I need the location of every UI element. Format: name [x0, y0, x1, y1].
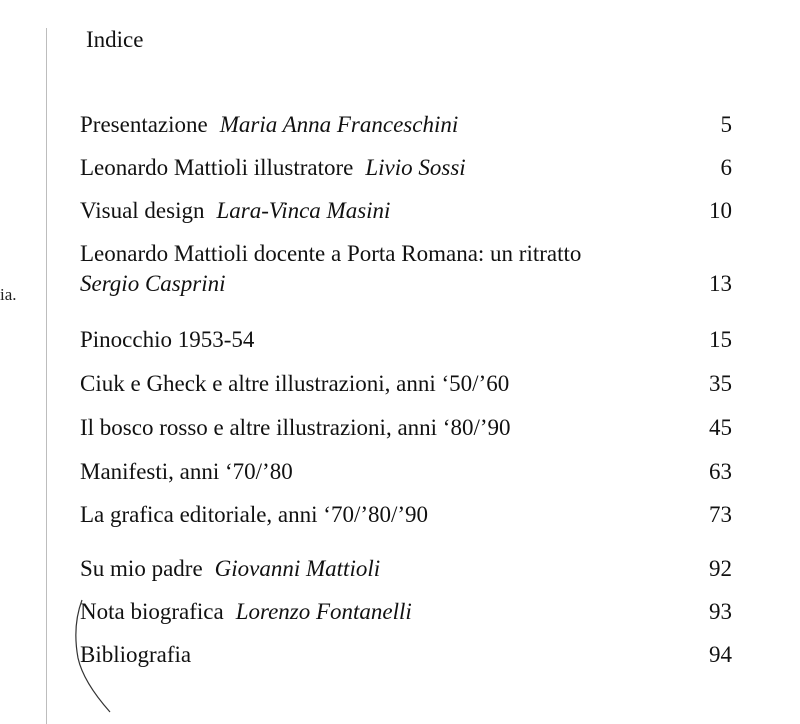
- toc-entry-manifesti: [80, 457, 732, 487]
- toc-entry-presentazione: [80, 110, 732, 140]
- toc-entry-author: Lorenzo Fontanelli: [235, 599, 412, 624]
- toc-entry-title: Presentazione: [80, 112, 208, 137]
- toc-entry-title: Ciuk e Gheck e altre illustrazioni, anni ‘50/’60: [80, 371, 510, 396]
- toc-entry-page: 93: [709, 599, 732, 624]
- toc-entry-page: 10: [709, 198, 732, 223]
- toc-entry-su-mio-padre: [80, 554, 732, 584]
- facing-page-fragment: ia.: [0, 285, 17, 304]
- toc-entry-title: Visual design: [80, 198, 205, 223]
- toc-entry-author: Livio Sossi: [365, 155, 466, 180]
- pen-mark-icon: [68, 596, 128, 716]
- toc-entry-author: Lara-Vinca Masini: [216, 198, 391, 223]
- toc-entry-docente: [80, 239, 732, 299]
- toc-entry-author: Giovanni Mattioli: [214, 556, 381, 581]
- toc-entry-page: 92: [709, 556, 732, 581]
- toc-entry-illustratore: [80, 153, 732, 183]
- toc-entry-title: Leonardo Mattioli docente a Porta Romana: un ritratto: [80, 241, 582, 266]
- toc-entry-title: Manifesti, anni ‘70/’80: [80, 459, 293, 484]
- toc-entry-pinocchio: [80, 325, 732, 355]
- toc-entry-page: 6: [720, 155, 732, 180]
- toc-entry-title: La grafica editoriale, anni ‘70/’80/’90: [80, 502, 429, 527]
- toc-entry-visual-design: [80, 196, 732, 226]
- toc-entry-page: 73: [709, 502, 732, 527]
- toc-entry-page: 13: [709, 271, 732, 296]
- toc-entry-title: Leonardo Mattioli illustratore: [80, 155, 354, 180]
- toc-entry-bosco-rosso: [80, 413, 732, 443]
- toc-entry-nota-biografica: [80, 597, 732, 627]
- toc-entry-grafica-editoriale: [80, 500, 732, 530]
- toc-entry-page: 5: [720, 112, 732, 137]
- page-fold-line: [46, 28, 47, 724]
- toc-entry-title: Su mio padre: [80, 556, 203, 581]
- toc-entry-page: 45: [709, 415, 732, 440]
- toc-entry-author: Sergio Casprini: [80, 271, 226, 296]
- index-heading: Indice: [86, 27, 144, 52]
- toc-entry-bibliografia: [80, 640, 732, 670]
- toc-entry-title: Bibliografia: [80, 642, 192, 667]
- toc-entry-page: 63: [709, 459, 732, 484]
- toc-entry-page: 94: [709, 642, 732, 667]
- toc-entry-ciuk-e-gheck: [80, 369, 732, 399]
- toc-entry-title: Il bosco rosso e altre illustrazioni, anni ‘80/’90: [80, 415, 511, 440]
- toc-entry-author: Maria Anna Franceschini: [219, 112, 459, 137]
- toc-entry-page: 15: [709, 327, 732, 352]
- toc-entry-title: Pinocchio 1953-54: [80, 327, 255, 352]
- toc-entry-title: Nota biografica: [80, 599, 224, 624]
- toc-entry-page: 35: [709, 371, 732, 396]
